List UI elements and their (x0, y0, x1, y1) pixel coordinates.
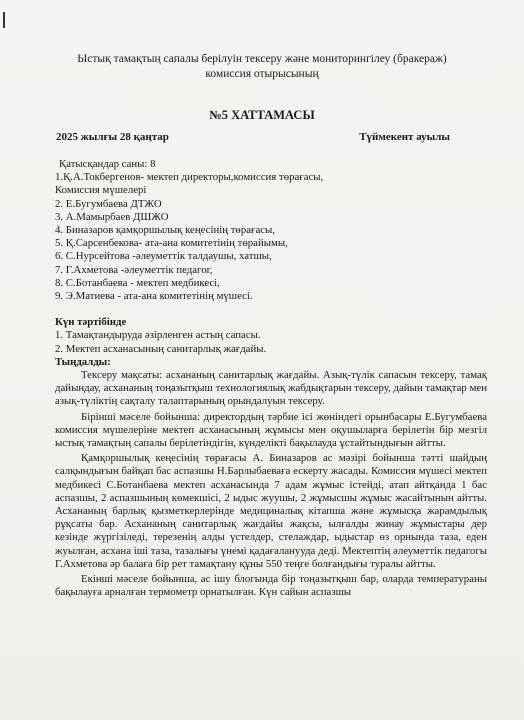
participant-line: 7. Г.Ахметова -әлеуметтік педагог, (55, 263, 213, 276)
body-paragraph: Бірінші мәселе бойынша: директордың тәрбие ісі жөніндегі орынбасары Е.Бугумбаева комиссия мүшелеріне мектеп асханасының жұмысы мен оқушыларға берілетін бір мезгіл ыстық тамақтың сапалы берілетіндігін, күнделікті бақылауда ұстайтындығын айтты. (55, 410, 487, 450)
heard-section (55, 356, 487, 600)
document-title: №5 ХАТТАМАСЫ (209, 108, 315, 122)
agenda-section (55, 316, 487, 356)
participant-line: 4. Биназаров қамқоршылық кеңесінің төрағасы, (55, 224, 275, 237)
participant-line: 8. С.Ботанбаева - мектеп медбикесі, (55, 276, 220, 289)
participant-line: 5. Қ.Сарсенбекова- ата-ана комитетінің төрайымы, (55, 237, 288, 250)
document-header (40, 52, 484, 82)
body-paragraph: Тексеру мақсаты: асхананың санитарлық жағдайы. Азық-түлік сапасын тексеру, тамақ дайындау, асхананың тоңазытқыш технологиялық жабдықтарын тексеру, дайын тамақтар мен азық-түліктің сақталу талаптарының орындалуын тексеру. (55, 369, 487, 408)
participant-line: Комиссия мүшелері (55, 184, 147, 197)
participant-line: 6. С.Нурсейтова -әлеуметтік талдаушы, хатшы, (55, 250, 272, 263)
date-place-row (56, 131, 450, 143)
agenda-item: 1. Тамақтандыруда әзірленген астың сапасы. (55, 329, 261, 342)
document-date: 2025 жылғы 28 қаңтар (56, 131, 169, 143)
agenda-item: 2. Мектеп асханасының санитарлық жағдайы. (55, 342, 267, 355)
scan-edge-mark (3, 12, 5, 28)
participants-list (55, 158, 487, 303)
header-line-1: Ыстық тамақтың сапалы берілуін тексеру және мониторингілеу (бракераж) (77, 53, 447, 65)
document-body (55, 158, 487, 602)
header-line-2: комиссия отырысының (205, 68, 319, 80)
document-place: Түймекент ауылы (359, 131, 450, 143)
agenda-heading: Күн тәртібінде (55, 316, 127, 329)
participant-line: 2. Е.Бугумбаева ДТЖО (55, 197, 162, 210)
participants-count: Қатысқандар саны: 8 (59, 158, 156, 170)
body-paragraph: Екінші мәселе бойынша, ас ішу блогында бір тоңазытқыш бар, оларда температураны бақылауға арналған термометр орнатылған. Күн сайын аспазшы (55, 573, 487, 599)
heard-heading: Тыңдалды: (55, 355, 111, 368)
body-paragraph: Қамқоршылық кеңесінің төрағасы А. Биназаров ас мәзірі бойынша тәтті шайдың салқындығын байқап бас аспазшы Н.Барлыбаеваға ескерту жасады. Комиссия мүшесі мектеп медбикесі С.Ботанбаева мектеп асханасында 7 адам жұмыс істейді, атап айтқанда 1 бас аспазшы, 2 аспазшының көмекшісі, 2 ыдыс жуушы, 2 жұмысшы жұмыс жасайтынын айтты. Асхананың барлық қызметкерлерінде медициналық кітапша және жұмысқа жарамдылық рұқсаты бар. Асхананың санитарлық жағдайы жақсы, ылғалды жинау жұмыстары дер кезінде жүргізіледі, терезенің алды үстелдер, стелаждар, ыдыстар өз орнында таза, еден жуылған, асхана іші таза, тазалығы үнемі қадағаланууда деді. Мектептің әлеуметтік педагогы Г.Ахметова әр балаға бір рет тамақтану құны 550 теңге болғандығы туралы айтты. (55, 452, 487, 570)
participant-line: 9. Э.Матиева - ата-ана комитетінің мүшесі. (55, 290, 253, 303)
participant-line: 1.Қ.А.Токбергенов- мектеп директоры,комиссия төрағасы, (55, 171, 324, 184)
participant-line: 3. А.Мамырбаев ДШЖО (55, 210, 169, 223)
